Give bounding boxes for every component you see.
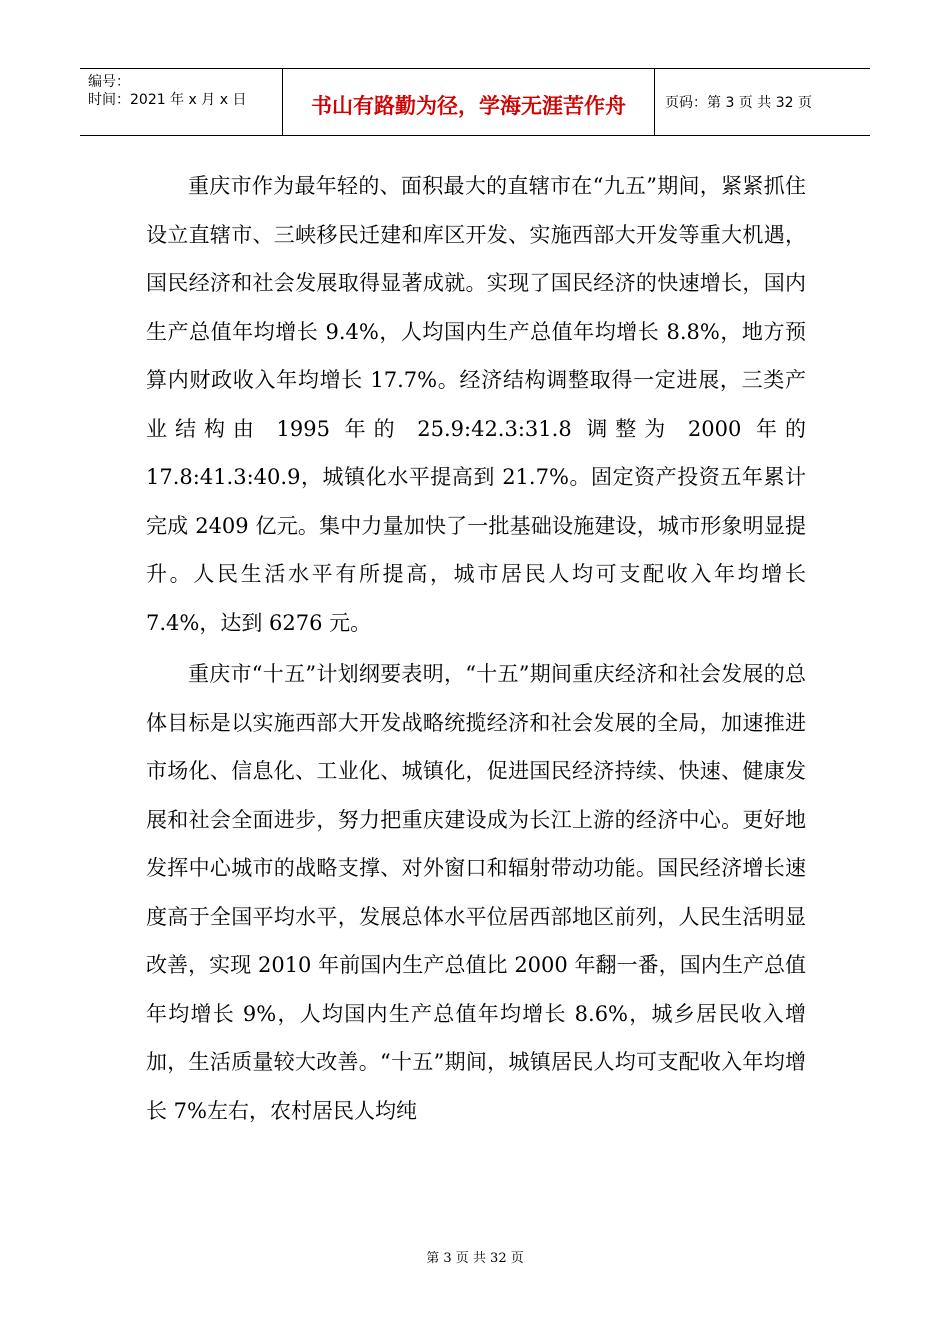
- header-page-cell: [655, 69, 870, 135]
- header-motto-cell: [283, 69, 655, 135]
- body-paragraph: 重庆市“十五”计划纲要表明，“十五”期间重庆经济和社会发展的总体目标是以实施西部大开发战略统揽经济和社会发展的全局，加速推进市场化、信息化、工业化、城镇化，促进国民经济持续、快速、健康发展和社会全面进步，努力把重庆建设成为长江上游的经济中心。更好地发挥中心城市的战略支撑、对外窗口和辐射带动功能。国民经济增长速度高于全国平均水平，发展总体水平位居西部地区前列，人民生活明显改善，实现 2010 年前国内生产总值比 2000 年翻一番，国内生产总值年均增长 9%，人均国内生产总值年均增长 8.6%，城乡居民收入增加，生活质量较大改善。“十五”期间，城镇居民人均可支配收入年均增长 7%左右，农村居民人均纯: [146, 662, 806, 1123]
- document-body: [146, 162, 806, 1135]
- document-header: [80, 68, 870, 136]
- document-date-label: 时间：2021 年 x 月 x 日: [88, 92, 247, 108]
- header-page-number: 页码：第 3 页 共 32 页: [665, 95, 812, 111]
- footer-page-number: 第 3 页 共 32 页: [426, 1251, 524, 1266]
- header-motto: 书山有路勤为径，学海无涯苦作舟: [311, 94, 626, 118]
- header-meta-cell: [80, 69, 283, 135]
- document-number-label: 编号：: [88, 74, 130, 90]
- body-paragraph: 重庆市作为最年轻的、面积最大的直辖市在“九五”期间，紧紧抓住设立直辖市、三峡移民迁建和库区开发、实施西部大开发等重大机遇，国民经济和社会发展取得显著成就。实现了国民经济的快速增长，国内生产总值年均增长 9.4%，人均国内生产总值年均增长 8.8%，地方预算内财政收入年均增长 17.7%。经济结构调整取得一定进展，三类产业结构由 1995 年的 25.9:42.3:31.8 调整为 2000 年的 17.8:41.3:40.9，城镇化水平提高到 21.7%。固定资产投资五年累计完成 2409 亿元。集中力量加快了一批基础设施建设，城市形象明显提升。人民生活水平有所提高，城市居民人均可支配收入年均增长 7.4%，达到 6276 元。: [146, 174, 806, 635]
- page-footer: [0, 1247, 950, 1266]
